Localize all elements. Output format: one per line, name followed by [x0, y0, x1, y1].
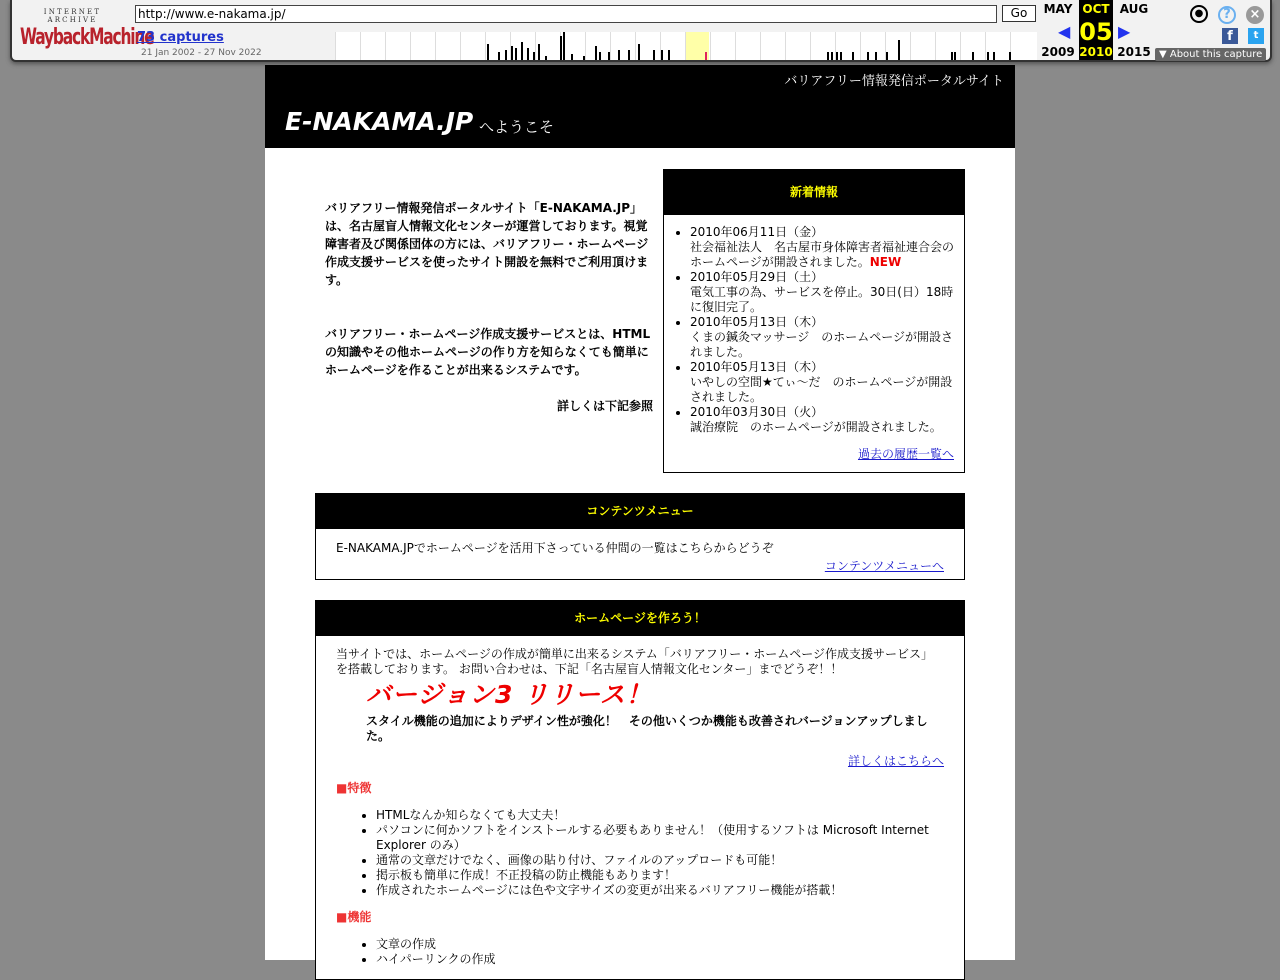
wayback-logo[interactable] — [20, 8, 154, 50]
sparkline-bar — [595, 46, 597, 60]
prev-arrow-icon[interactable]: ◀ — [1058, 22, 1071, 41]
news-item — [690, 360, 954, 405]
sparkline-bar — [533, 52, 535, 60]
close-icon[interactable]: × — [1246, 6, 1264, 24]
page — [265, 65, 1015, 966]
sparkline-bar — [545, 56, 547, 60]
features-heading: ■特徴 — [336, 781, 372, 795]
news-date: 2010年06月11日（金） — [690, 225, 824, 239]
capture-sparkline[interactable] — [335, 32, 1037, 60]
sparkline-bar — [875, 52, 877, 60]
capture-range: 21 Jan 2002 - 27 Nov 2022 — [141, 48, 262, 58]
logo-main-text: WaybackMachine — [20, 25, 154, 50]
news-item — [690, 225, 954, 270]
next-month-label: AUG — [1119, 2, 1149, 16]
functions-item: • 文章の作成 — [376, 937, 944, 952]
details-link[interactable]: 詳しくはこちらへ — [847, 754, 944, 768]
go-button[interactable]: Go — [1002, 5, 1036, 22]
sparkline-bar — [515, 48, 517, 60]
release-heading: バージョン3 リリース！ — [366, 680, 652, 709]
user-icon[interactable]: ● — [1190, 5, 1208, 23]
wayback-toolbar — [10, 0, 1272, 62]
history-link[interactable]: 過去の履歴一覧へ — [857, 447, 954, 461]
next-month[interactable] — [1117, 2, 1151, 59]
sparkline-bar — [563, 32, 565, 60]
next-year-label: 2015 — [1117, 45, 1151, 59]
sparkline-year[interactable] — [460, 32, 484, 60]
sparkline-year[interactable] — [335, 32, 359, 60]
current-year-label: 2010 — [1079, 45, 1113, 59]
sparkline-bar — [886, 52, 888, 60]
help-icon[interactable]: ? — [1218, 6, 1236, 24]
sparkline-bar — [954, 52, 956, 60]
news-item — [690, 270, 954, 315]
sparkline-bar — [618, 50, 620, 60]
sparkline-bar — [608, 52, 610, 60]
logo-top-text: INTERNET ARCHIVE — [43, 8, 102, 24]
content-menu-box — [315, 493, 965, 580]
news-item — [690, 315, 954, 360]
news-text: 誠治療院 のホームページが開設されました。 — [690, 420, 942, 434]
current-month-label: OCT — [1082, 2, 1110, 16]
sparkline-bar — [668, 50, 670, 60]
sparkline-year[interactable] — [660, 32, 684, 60]
news-item — [690, 405, 954, 435]
sparkline-year[interactable] — [360, 32, 384, 60]
sparkline-bar — [560, 36, 562, 60]
sparkline-year[interactable] — [785, 32, 809, 60]
site-tagline: バリアフリー情報発信ポータルサイト — [784, 74, 1004, 89]
news-list — [690, 225, 954, 435]
content-menu-title: コンテンツメニュー — [316, 494, 964, 529]
sparkline-year[interactable] — [610, 32, 634, 60]
release-subtext: スタイル機能の追加によりデザイン性が強化！ その他いくつか機能も改善されバージョンアップしました。 — [366, 714, 928, 743]
functions-heading: ■機能 — [336, 910, 372, 924]
new-badge: NEW — [869, 255, 902, 269]
next-arrow-icon[interactable]: ▶ — [1118, 22, 1131, 41]
sparkline-bar — [638, 44, 640, 60]
sparkline-bar — [487, 44, 489, 60]
sparkline-year[interactable] — [760, 32, 784, 60]
news-text: くまの鍼灸マッサージ のホームページが開設されました。 — [690, 330, 954, 359]
see-below-text: 詳しくは下記参照 — [556, 399, 653, 413]
content-menu-text: E-NAKAMA.JPでホームページを活用下さっている仲間の一覧はこちらからどうぞ — [336, 541, 774, 555]
site-header — [265, 65, 1015, 148]
facebook-icon[interactable]: f — [1222, 28, 1238, 44]
sparkline-bar — [538, 44, 540, 60]
news-text: 電気工事の為、サービスを停止。30日(日）18時に復旧完了。 — [690, 285, 954, 314]
news-date: 2010年05月13日（木） — [690, 315, 824, 329]
news-date: 2010年03月30日（火） — [690, 405, 824, 419]
sparkline-year[interactable] — [910, 32, 934, 60]
homepage-title: ホームページを作ろう！ — [316, 601, 964, 636]
sparkline-bar — [993, 52, 995, 60]
sparkline-bar — [898, 40, 900, 60]
sparkline-year[interactable] — [710, 32, 734, 60]
news-date: 2010年05月13日（木） — [690, 360, 824, 374]
site-title: E-NAKAMA.JP — [285, 107, 474, 136]
prev-year-label: 2009 — [1041, 45, 1075, 59]
sparkline-bar — [511, 46, 513, 60]
captures-link[interactable]: 73 captures — [137, 30, 224, 45]
sparkline-bar — [852, 52, 854, 60]
content-menu-link[interactable]: コンテンツメニューへ — [824, 559, 944, 573]
sparkline-bar — [836, 52, 838, 60]
sparkline-year[interactable] — [585, 32, 609, 60]
about-capture-button[interactable]: ▼ About this capture — [1155, 48, 1266, 61]
homepage-intro: 当サイトでは、ホームページの作成が簡単に出来るシステム「バリアフリー・ホームページ作成支援サービス」を搭載しております。 お問い合わせは、下記「名古屋盲人情報文化センター」までどうぞ！！ — [336, 647, 934, 676]
current-day-label: 05 — [1079, 18, 1113, 46]
sparkline-bar — [527, 48, 529, 60]
sparkline-bar — [867, 52, 869, 60]
sparkline-year[interactable] — [735, 32, 759, 60]
url-input[interactable]: http://www.e-nakama.jp/ — [135, 5, 997, 23]
sparkline-bar — [599, 52, 601, 60]
sparkline-bar — [661, 50, 663, 60]
sparkline-year[interactable] — [885, 32, 909, 60]
sparkline-bar — [505, 50, 507, 60]
sparkline-year[interactable] — [385, 32, 409, 60]
sparkline-bar — [972, 52, 974, 60]
news-text: いやしの空間★てぃ～だ のホームページが開設されました。 — [690, 375, 953, 404]
news-title: 新着情報 — [664, 170, 964, 215]
sparkline-bar — [628, 50, 630, 60]
prev-month-label: MAY — [1043, 2, 1073, 16]
current-capture — [1079, 0, 1113, 60]
sparkline-bar — [987, 52, 989, 60]
sparkline-bar — [653, 50, 655, 60]
homepage-box — [315, 600, 965, 980]
sparkline-bar — [571, 54, 573, 60]
sparkline-year[interactable] — [410, 32, 434, 60]
news-box — [663, 169, 965, 473]
features-item: • 作成されたホームページには色や文字サイズの変更が出来るバリアフリー機能が搭載！ — [376, 883, 944, 898]
sparkline-year[interactable] — [835, 32, 859, 60]
sparkline-bar — [831, 52, 833, 60]
sparkline-year[interactable] — [860, 32, 884, 60]
news-text: 社会福祉法人 名古屋市身体障害者福祉連合会のホームページが開設されました。 — [690, 240, 955, 269]
features-item: • HTMLなんか知らなくても大丈夫！ — [376, 808, 944, 823]
features-item: • 通常の文章だけでなく、画像の貼り付け、ファイルのアップロードも可能！ — [376, 853, 944, 868]
sparkline-bar — [951, 52, 953, 60]
features-item: • パソコンに何かソフトをインストールする必要もありません！（使用するソフトは Microsoft Internet Explorer のみ） — [376, 823, 944, 853]
sparkline-bar — [1009, 52, 1011, 60]
sparkline-bar — [583, 56, 585, 60]
sparkline-year[interactable] — [435, 32, 459, 60]
news-date: 2010年05月29日（土） — [690, 270, 824, 284]
sparkline-bar — [827, 52, 829, 60]
sparkline-bar — [521, 42, 523, 60]
welcome-text: へようこそ — [479, 118, 555, 136]
functions-item: • ハイパーリンクの作成 — [376, 952, 944, 967]
prev-month[interactable] — [1041, 2, 1075, 59]
current-capture-marker — [705, 52, 707, 60]
functions-list — [376, 937, 944, 967]
intro-text — [325, 199, 655, 415]
twitter-icon[interactable]: t — [1248, 28, 1264, 44]
sparkline-year[interactable] — [1010, 32, 1034, 60]
sparkline-bar — [840, 52, 842, 60]
intro-paragraph-2: バリアフリー・ホームページ作成支援サービスとは、HTMLの知識やその他ホームページの作り方を知らなくても簡単にホームページを作ることが出来るシステムです。 — [325, 327, 651, 377]
features-list — [376, 808, 944, 898]
features-item: • 掲示板も簡単に作成！不正投稿の防止機能もあります！ — [376, 868, 944, 883]
sparkline-bar — [498, 52, 500, 60]
intro-paragraph-1: バリアフリー情報発信ポータルサイト「E-NAKAMA.JP」は、名古屋盲人情報文化センターが運営しております。視覚障害者及び関係団体の方には、バリアフリー・ホームページ作成支援サービスを使ったサイト開設を無料でご利用頂けます。 — [325, 201, 649, 287]
